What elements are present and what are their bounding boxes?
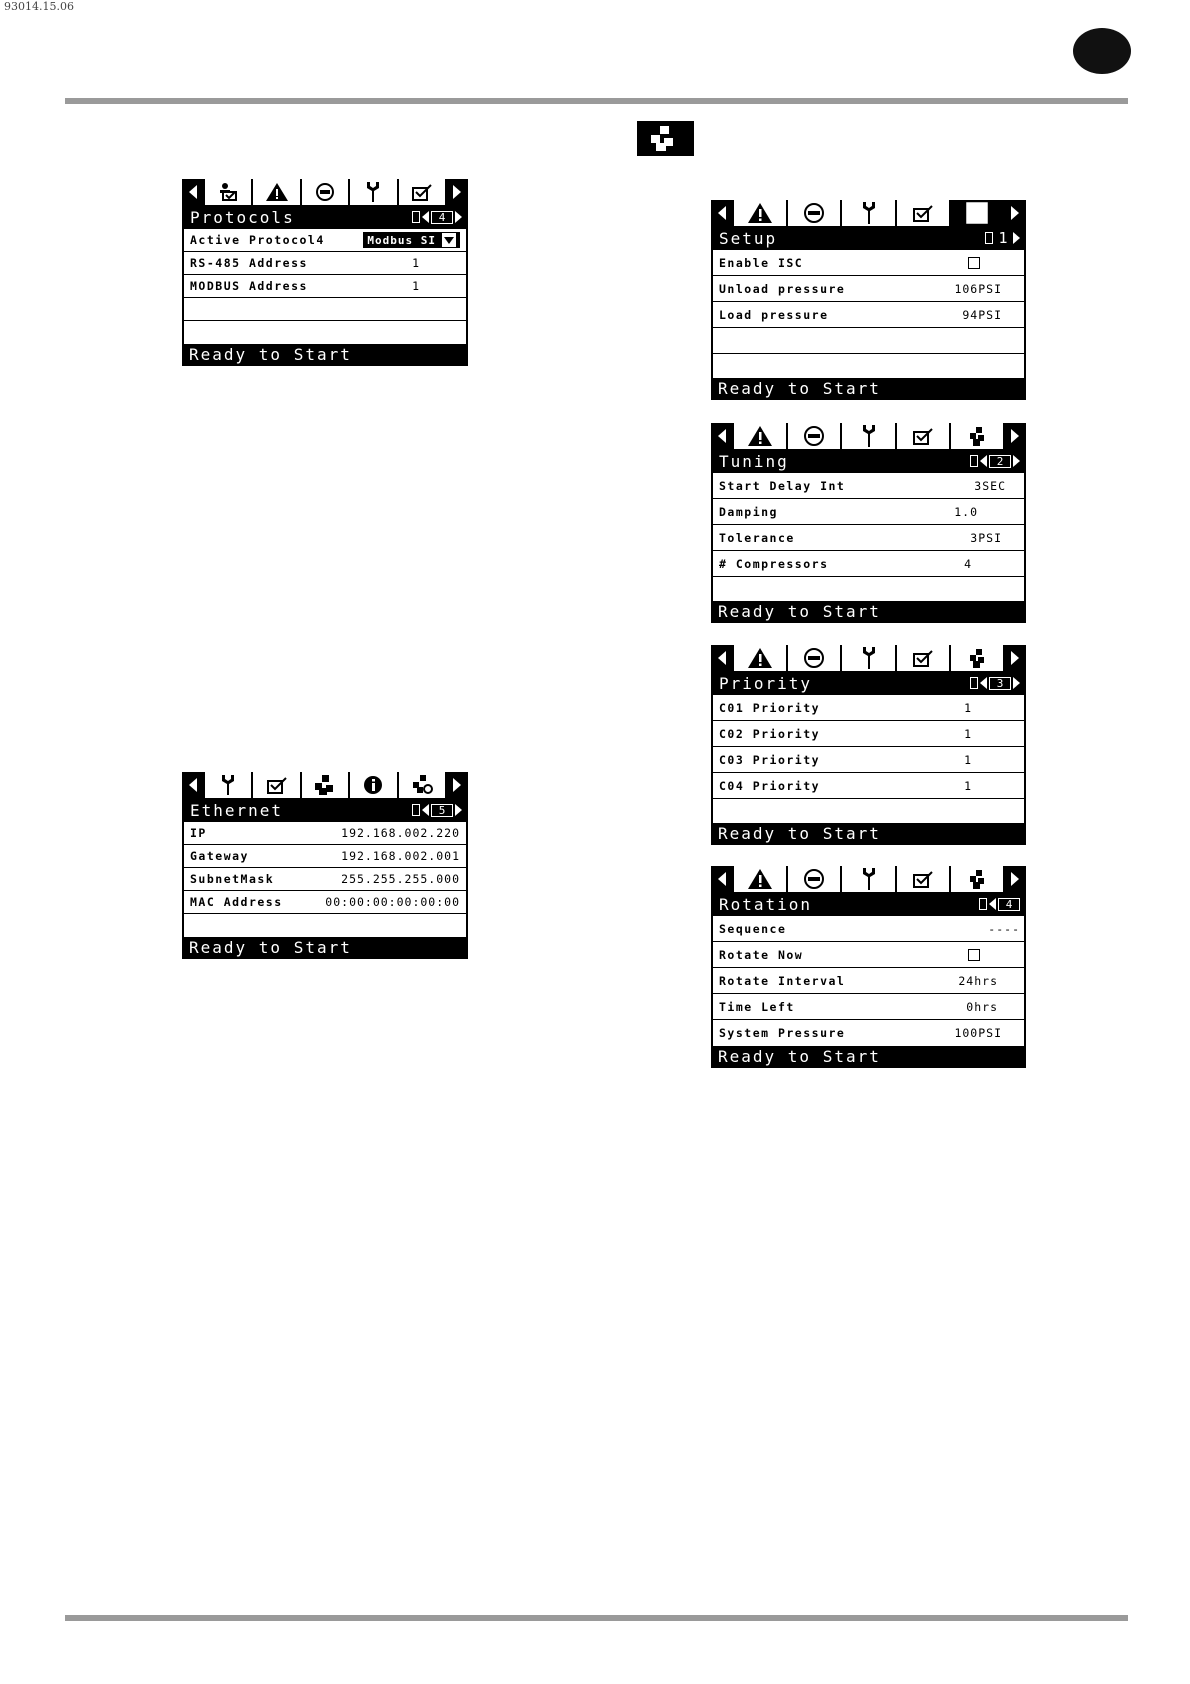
warning-icon[interactable]	[253, 179, 299, 205]
network-icon[interactable]	[951, 200, 1003, 226]
setting-value: 94PSI	[962, 307, 1002, 322]
network-settings-icon[interactable]	[399, 772, 445, 798]
screen-title: Rotation	[719, 894, 813, 914]
status-bar: Ready to Start	[711, 601, 1026, 623]
status-bar: Ready to Start	[182, 937, 468, 959]
screen-title-bar	[182, 798, 468, 822]
wrench-icon[interactable]	[205, 772, 251, 798]
page-next-icon[interactable]	[1013, 677, 1020, 689]
arrow-left-icon[interactable]	[712, 423, 732, 449]
page-prev-icon[interactable]	[422, 211, 429, 223]
stop-icon[interactable]	[788, 866, 840, 892]
setting-value: 24hrs	[958, 973, 998, 988]
wrench-icon[interactable]	[842, 866, 894, 892]
empty-row	[713, 577, 1024, 601]
toolbar	[182, 772, 468, 798]
setting-value: 192.168.002.220	[341, 826, 460, 840]
setting-value: ----	[988, 921, 1020, 936]
page-prev-icon[interactable]	[989, 898, 996, 910]
enable-isc-checkbox[interactable]	[968, 257, 980, 269]
setting-label: C03 Priority	[719, 752, 821, 767]
setting-row[interactable]	[713, 968, 1024, 994]
info-icon[interactable]	[350, 772, 396, 798]
page-indicator	[970, 677, 1020, 690]
toolbar	[711, 645, 1026, 671]
tuning-screen	[711, 423, 1026, 623]
screen-title-bar	[711, 671, 1026, 695]
setting-label: Tolerance	[719, 530, 795, 545]
setting-value: 106PSI	[954, 281, 1002, 296]
arrow-right-icon[interactable]	[447, 179, 467, 205]
chevron-down-icon	[442, 233, 456, 247]
setting-value: 1	[964, 752, 972, 767]
checklist-icon[interactable]	[399, 179, 445, 205]
toolbar	[182, 179, 468, 205]
setting-row[interactable]	[184, 845, 466, 868]
network-icon[interactable]	[951, 866, 1003, 892]
arrow-left-icon[interactable]	[712, 645, 732, 671]
arrow-left-icon[interactable]	[183, 772, 203, 798]
setting-label: MODBUS Address	[190, 279, 308, 293]
setting-value: 1	[964, 700, 972, 715]
setting-row[interactable]	[184, 275, 466, 298]
setting-row[interactable]	[713, 994, 1024, 1020]
setting-row[interactable]	[713, 773, 1024, 799]
screen-title-bar	[182, 205, 468, 229]
page-number: 4	[431, 211, 453, 224]
empty-row	[184, 298, 466, 321]
document-id: 93014.15.06	[4, 0, 74, 13]
setting-row[interactable]	[713, 473, 1024, 499]
status-bar: Ready to Start	[711, 1046, 1026, 1068]
page-icon	[412, 211, 420, 223]
setting-row[interactable]	[713, 499, 1024, 525]
empty-row	[184, 321, 466, 344]
page-marker	[1073, 28, 1131, 74]
wrench-icon[interactable]	[842, 645, 894, 671]
wrench-icon[interactable]	[842, 423, 894, 449]
page-indicator	[970, 455, 1020, 468]
wrench-icon[interactable]	[350, 179, 396, 205]
checklist-icon[interactable]	[897, 866, 949, 892]
setting-value: 00:00:00:00:00:00	[325, 895, 460, 909]
screen-title: Protocols	[190, 207, 295, 227]
setting-row[interactable]	[184, 891, 466, 914]
page-number: 5	[431, 804, 453, 817]
screen-title: Priority	[719, 673, 813, 693]
setting-value: 1	[412, 279, 420, 293]
stop-icon[interactable]	[788, 423, 840, 449]
protocol-select-value: Modbus SI	[367, 233, 436, 247]
bottom-rule	[65, 1615, 1128, 1621]
stop-icon[interactable]	[788, 645, 840, 671]
page-number: 1	[998, 228, 1008, 247]
status-bar: Ready to Start	[182, 344, 468, 366]
setting-value: 1.0	[954, 504, 978, 519]
setting-value: 1	[412, 256, 420, 270]
screen-title: Setup	[719, 228, 778, 248]
settings-list	[711, 473, 1026, 601]
setting-label: MAC Address	[190, 895, 283, 909]
stop-icon[interactable]	[788, 200, 840, 226]
setting-value: 4	[964, 556, 972, 571]
protocol-select[interactable]	[363, 232, 460, 248]
priority-screen	[711, 645, 1026, 845]
setting-label: Unload pressure	[719, 281, 846, 296]
setting-row[interactable]	[184, 822, 466, 845]
setting-row[interactable]	[713, 942, 1024, 968]
setting-label: SubnetMask	[190, 872, 275, 886]
page-icon	[412, 804, 420, 816]
setting-label: Sequence	[719, 921, 787, 936]
page-next-icon[interactable]	[455, 804, 462, 816]
network-icon[interactable]	[302, 772, 348, 798]
setting-row[interactable]	[713, 1020, 1024, 1046]
setting-value: 1	[964, 726, 972, 741]
setting-row[interactable]	[713, 916, 1024, 942]
settings-list	[182, 229, 468, 344]
operator-icon[interactable]	[205, 179, 251, 205]
setting-label: Load pressure	[719, 307, 829, 322]
arrow-right-icon[interactable]	[1005, 645, 1025, 671]
setting-value: 100PSI	[954, 1026, 1002, 1040]
setting-label: Damping	[719, 504, 778, 519]
warning-icon[interactable]	[734, 645, 786, 671]
settings-list	[711, 250, 1026, 378]
warning-icon[interactable]	[734, 423, 786, 449]
page-icon	[970, 677, 978, 689]
page-prev-icon[interactable]	[980, 677, 987, 689]
page-indicator	[979, 898, 1020, 911]
top-rule	[65, 98, 1128, 104]
setting-row[interactable]	[713, 747, 1024, 773]
network-icon[interactable]	[951, 423, 1003, 449]
setting-label: C02 Priority	[719, 726, 821, 741]
setting-label: Active Protocol4	[190, 233, 325, 247]
toolbar	[711, 423, 1026, 449]
status-bar: Ready to Start	[711, 378, 1026, 400]
setting-label: Rotate Interval	[719, 973, 846, 988]
screen-title-bar	[711, 449, 1026, 473]
screen-title-bar	[711, 226, 1026, 250]
page-icon	[970, 455, 978, 467]
setting-label: System Pressure	[719, 1026, 846, 1040]
page-indicator	[412, 804, 462, 817]
page-number: 3	[989, 677, 1011, 690]
wrench-icon[interactable]	[842, 200, 894, 226]
setting-label: Start Delay Int	[719, 478, 846, 493]
empty-row	[713, 799, 1024, 823]
setting-label: Rotate Now	[719, 947, 804, 962]
page-prev-icon[interactable]	[980, 455, 987, 467]
status-bar: Ready to Start	[711, 823, 1026, 845]
arrow-right-icon[interactable]	[1005, 423, 1025, 449]
setting-label: Enable ISC	[719, 255, 804, 270]
settings-list	[711, 695, 1026, 823]
checklist-icon[interactable]	[897, 645, 949, 671]
setting-value: 1	[964, 778, 972, 793]
setting-row[interactable]	[713, 721, 1024, 747]
screen-title: Tuning	[719, 451, 789, 471]
setting-row[interactable]	[713, 525, 1024, 551]
setting-label: IP	[190, 826, 207, 840]
page-icon	[985, 232, 993, 244]
page-indicator	[985, 228, 1020, 247]
checklist-icon[interactable]	[897, 423, 949, 449]
protocols-screen	[182, 179, 468, 366]
arrow-left-icon[interactable]	[183, 179, 203, 205]
page-number: 4	[998, 898, 1020, 911]
ethernet-screen	[182, 772, 468, 959]
arrow-right-icon[interactable]	[1005, 866, 1025, 892]
checklist-icon[interactable]	[253, 772, 299, 798]
rotate-now-checkbox[interactable]	[968, 949, 980, 961]
settings-list	[711, 916, 1026, 1046]
arrow-left-icon[interactable]	[712, 866, 732, 892]
setting-label: Gateway	[190, 849, 249, 863]
toolbar	[711, 200, 1026, 226]
setting-row[interactable]	[713, 250, 1024, 276]
setting-label: # Compressors	[719, 556, 829, 571]
rotation-screen	[711, 866, 1026, 1068]
empty-row	[184, 914, 466, 937]
warning-icon[interactable]	[734, 200, 786, 226]
page-next-icon[interactable]	[1013, 455, 1020, 467]
setting-row[interactable]	[184, 229, 466, 252]
empty-row	[713, 354, 1024, 378]
page-next-icon[interactable]	[1013, 232, 1020, 244]
setting-row[interactable]	[184, 252, 466, 275]
stop-icon[interactable]	[302, 179, 348, 205]
settings-list	[182, 822, 468, 937]
network-section-icon	[637, 121, 694, 156]
network-icon[interactable]	[951, 645, 1003, 671]
setting-label: C01 Priority	[719, 700, 821, 715]
arrow-right-icon[interactable]	[447, 772, 467, 798]
setting-value: 192.168.002.001	[341, 849, 460, 863]
setup-screen	[711, 200, 1026, 400]
setting-row[interactable]	[713, 276, 1024, 302]
setting-label: RS-485 Address	[190, 256, 308, 270]
toolbar	[711, 866, 1026, 892]
warning-icon[interactable]	[734, 866, 786, 892]
setting-row[interactable]	[713, 302, 1024, 328]
checklist-icon[interactable]	[897, 200, 949, 226]
page-indicator	[412, 211, 462, 224]
setting-row[interactable]	[184, 868, 466, 891]
empty-row	[713, 328, 1024, 354]
page-icon	[979, 898, 987, 910]
setting-label: C04 Priority	[719, 778, 821, 793]
setting-row[interactable]	[713, 551, 1024, 577]
arrow-left-icon[interactable]	[712, 200, 732, 226]
setting-value: 255.255.255.000	[341, 872, 460, 886]
screen-title: Ethernet	[190, 800, 284, 820]
setting-label: Time Left	[719, 999, 795, 1014]
page-number: 2	[989, 455, 1011, 468]
arrow-right-icon[interactable]	[1005, 200, 1025, 226]
screen-title-bar	[711, 892, 1026, 916]
setting-value: 3PSI	[970, 530, 1002, 545]
page-next-icon[interactable]	[455, 211, 462, 223]
setting-value: 0hrs	[966, 999, 998, 1014]
setting-row[interactable]	[713, 695, 1024, 721]
setting-value: 3SEC	[974, 478, 1006, 493]
page-prev-icon[interactable]	[422, 804, 429, 816]
